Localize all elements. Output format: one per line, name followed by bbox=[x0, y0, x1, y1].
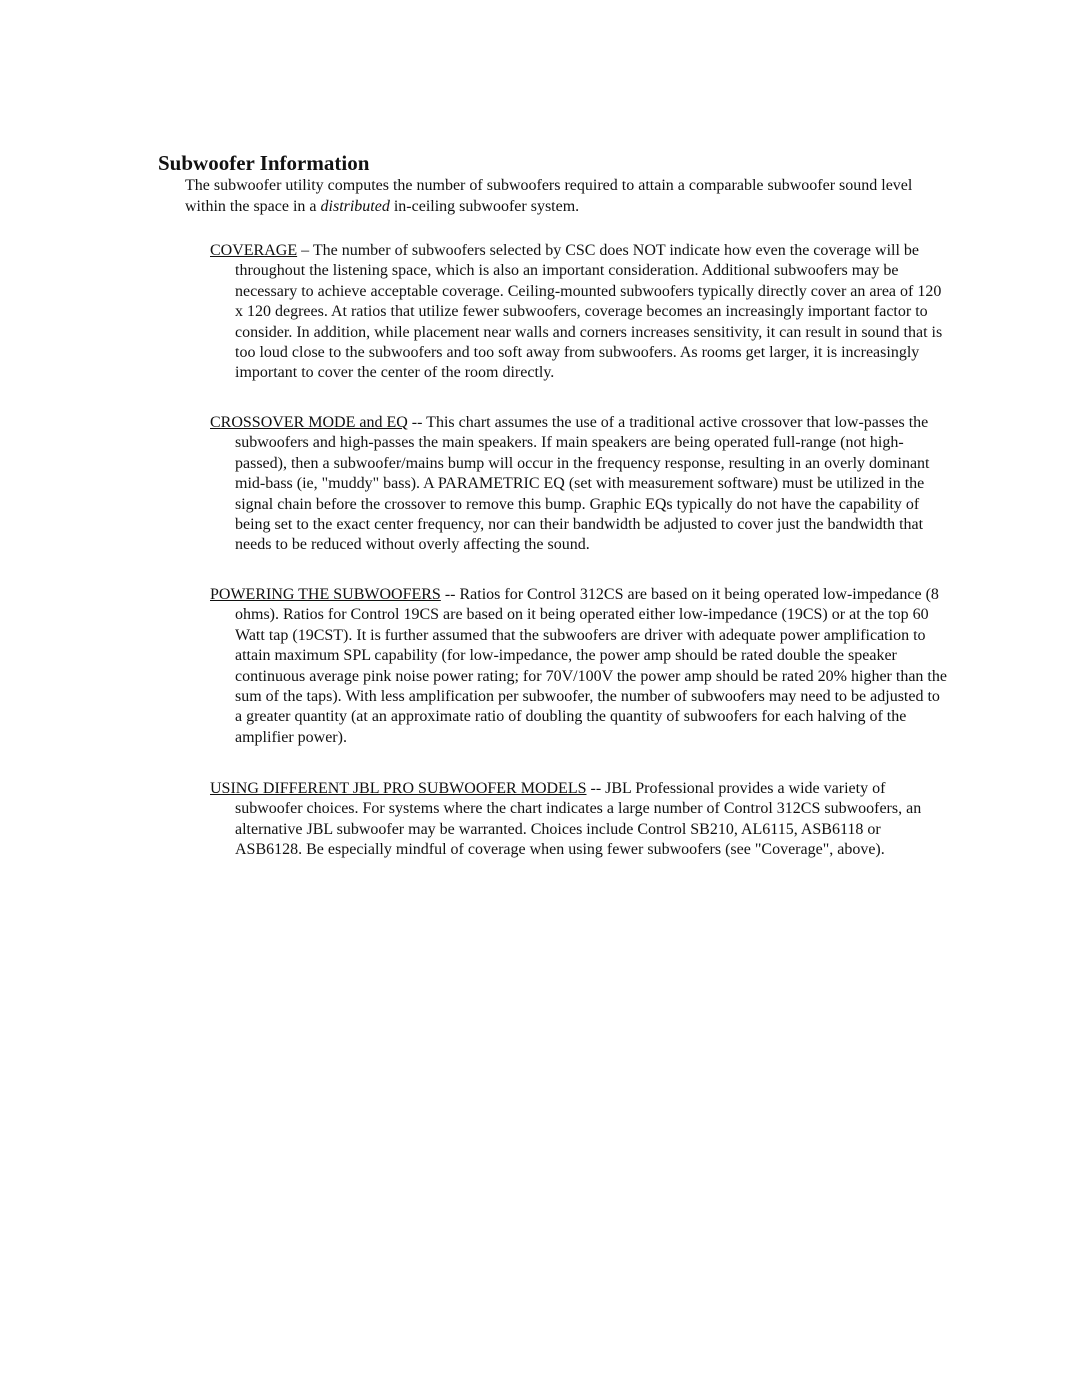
section-models bbox=[210, 779, 947, 861]
section-powering bbox=[210, 585, 947, 748]
intro-paragraph bbox=[185, 176, 915, 217]
section-powering-label: POWERING THE SUBWOOFERS bbox=[210, 586, 441, 603]
page-title: Subwoofer Information bbox=[158, 151, 370, 175]
section-coverage bbox=[210, 241, 947, 384]
section-crossover-text: -- This chart assumes the use of a traditional active crossover that low-passes the subwoofers and high-passes the main speakers. If main speakers are being operated full-range (not high-passed), then a subwoofer/mains bump will occur in the frequency response, resulting in an overly dominant mid-bass (ie, "muddy" bass). A PARAMETRIC EQ (set with measurement software) must be utilized in the signal chain before the crossover to remove this bump. Graphic EQs typically do not have the capability of being set to the exact center frequency, nor can their bandwidth be adjusted to cover just the bandwidth that needs to be reduced without overly affecting the sound. bbox=[235, 414, 930, 554]
section-models-text: -- JBL Professional provides a wide variety of subwoofer choices. For systems where the chart indicates a large number of Control 312CS subwoofers, an alternative JBL subwoofer may be warranted. Choices include Control SB210, AL6115, ASB6118 or ASB6128. Be especially mindful of coverage when using fewer subwoofers (see "Coverage", above). bbox=[235, 780, 922, 859]
section-coverage-text: – The number of subwoofers selected by CSC does NOT indicate how even the coverage will be throughout the listening space, which is also an important consideration. Additional subwoofers may be necessary to achieve acceptable coverage. Ceiling-mounted subwoofers typically directly cover an area of 120 x 120 degrees. At ratios that utilize fewer subwoofers, coverage becomes an increasingly important factor to consider. In addition, while placement near walls and corners increases sensitivity, it can result in sound that is too loud close to the subwoofers and too soft away from subwoofers. As rooms get larger, it is increasingly important to cover the center of the room directly. bbox=[235, 242, 943, 382]
section-crossover bbox=[210, 413, 947, 556]
section-powering-text: -- Ratios for Control 312CS are based on it being operated low-impedance (8 ohms). Ratios for Control 19CS are based on it being operated either low-impedance (19CS) or at the top 60 Watt tap (19CST). It is further assumed that the subwoofers are driver with adequate power amplification to attain maximum SPL capability (for low-impedance, the power amp should be rated double the speaker continuous average pink noise power rating; for 70V/100V the power amp should be rated 20% higher than the sum of the taps). With less amplification per subwoofer, the number of subwoofers may need to be adjusted to a greater quantity (at an approximate ratio of doubling the quantity of subwoofers for each halving of the amplifier power). bbox=[235, 586, 947, 746]
section-coverage-label: COVERAGE bbox=[210, 242, 298, 259]
intro-text-end: in-ceiling subwoofer system. bbox=[389, 197, 580, 215]
intro-text-start: The subwoofer utility computes the number of subwoofers required to attain a comparable subwoofer sound level within the space in a bbox=[185, 177, 913, 215]
intro-emphasis: distributed bbox=[320, 197, 390, 215]
section-models-label: USING DIFFERENT JBL PRO SUBWOOFER MODELS bbox=[210, 780, 587, 797]
section-crossover-label: CROSSOVER MODE and EQ bbox=[210, 414, 408, 431]
